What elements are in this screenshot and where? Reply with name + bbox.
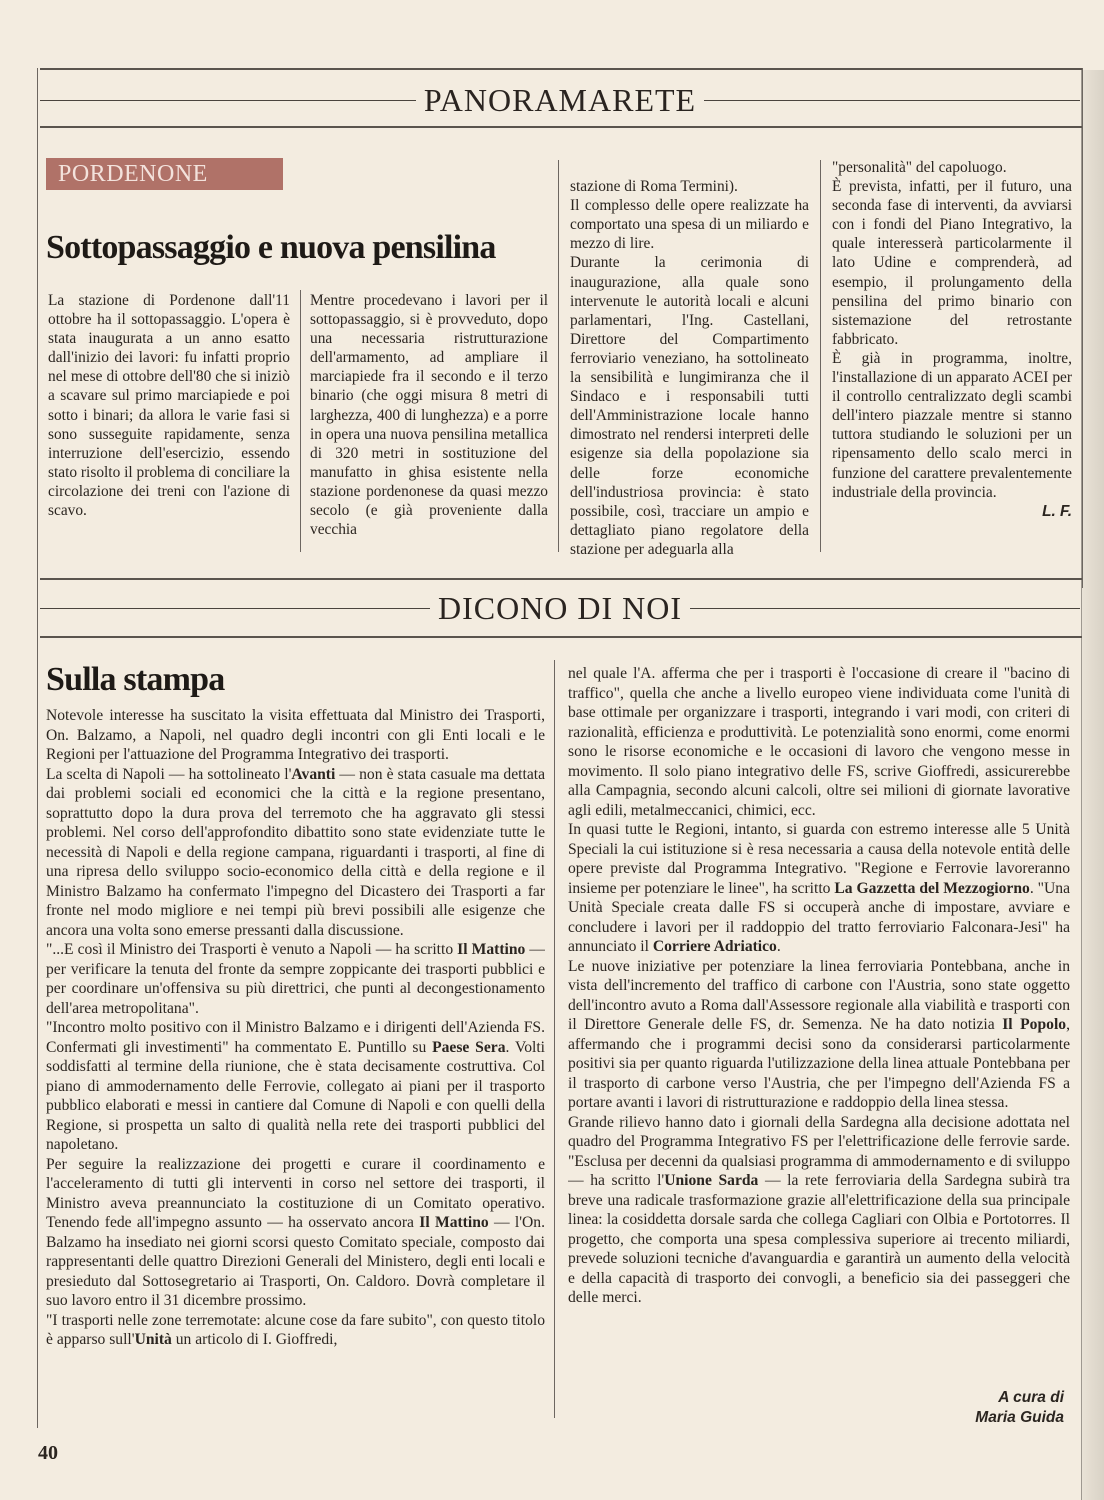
frame-rule-right xyxy=(1082,68,1083,588)
adjacent-page-edge xyxy=(1081,70,1104,1500)
newspaper-name: Paese Sera xyxy=(432,1038,506,1056)
section-title: PANORAMARETE xyxy=(423,82,697,118)
section-divider-rule xyxy=(40,578,1082,580)
press-column-2 xyxy=(568,664,1070,1386)
column-rule xyxy=(554,660,555,1418)
press-paragraph xyxy=(568,664,1070,820)
section-header-panoramarete xyxy=(40,84,1080,116)
press-paragraph xyxy=(568,1113,1070,1308)
press-text: un articolo di I. Gioffredi, xyxy=(171,1331,338,1348)
newspaper-name: Avanti xyxy=(291,765,336,783)
header-line-right xyxy=(704,100,1080,101)
article-column-2 xyxy=(310,291,548,557)
article-column-3 xyxy=(570,158,809,558)
press-paragraph xyxy=(46,1018,545,1155)
header-line-left xyxy=(40,608,430,609)
press-text: "Incontro molto positivo con il Ministro Balzamo e i dirigenti dell'Azienda FS. Confermati gli investimenti" ha commentato E. Puntillo su xyxy=(46,1019,545,1056)
header-line-left xyxy=(40,100,416,101)
header-line-right xyxy=(690,608,1080,609)
newspaper-name: Unità xyxy=(134,1331,172,1348)
press-text: . "Una Unità Speciale creata dalle FS si occuperà anche di impostare, avviare e concludere i lavori per il raddoppio del tratto ferroviario Falconara-Jesi" ha annunciato il xyxy=(568,879,1070,955)
newspaper-name: Unione Sarda xyxy=(664,1172,759,1189)
press-paragraph xyxy=(568,957,1070,1113)
press-paragraph xyxy=(46,765,545,941)
press-text: "I trasporti nelle zone terremotate: alcune cose da fare subito", con questo titolo è apparso sull' xyxy=(46,1311,545,1348)
credit-line: A cura di xyxy=(998,1389,1064,1406)
press-column-1 xyxy=(46,706,545,1426)
press-text: — non è stata casuale ma dettata dai problemi sociali ed economici che la città e la regione presentano, soprattutto dopo la dura prova del terremoto che ha aggravato gli stessi problemi. Nel corso dell'approfondito dibattito sono state evidenziate tutte le necessità di Napoli e della regione campana, riguardanti i trasporti, al fine di una ripresa dello sviluppo socio-economico della città e della regione e il Ministro Balzamo ha confermato l'impegno del Dicastero dei Trasporti a far fronte nel modo migliore e nei tempi più brevi possibili alle esigenze che ancora una volta sono emerse pressanti dalla discussione. xyxy=(46,765,545,939)
credit-block xyxy=(975,1388,1064,1428)
credit-author: Maria Guida xyxy=(975,1409,1064,1426)
newspaper-name: Il Mattino xyxy=(457,941,526,958)
article-headline: Sulla stampa xyxy=(46,661,225,698)
press-text: — l'On. Balzamo ha insediato nei giorni scorsi questo Comitato speciale, composto dai rappresentanti delle quattro Direzioni Generali del Ministero, degli enti locali e presieduto dal Sottosegretario ai Trasporti, On. Caldoro. Dovrà completare il suo lavoro entro il 31 dicembre prossimo. xyxy=(46,1214,545,1309)
newspaper-name: Il Mattino xyxy=(419,1214,489,1231)
press-text: nel quale l'A. afferma che per i trasporti è l'occasione di creare il "bacino di traffico", quella che anche a livello europeo viene individuata come l'unità di base ottimale per organizzare i trasporti, integrando i vari modi, con criteri di razionalità, efficienza e produttività. Le potenzialità sono enormi, come enormi sono le risorse economiche e le occasioni di lavoro che vengono messe in movimento. Il solo piano integrativo delle FS, scrive Gioffredi, assicurerebbe alla Campagnia, secondo alcuni calcoli, oltre sei milioni di giornate lavorative agli edili, metalmeccanici, chimici, ecc. xyxy=(568,665,1070,819)
article-headline: Sottopassaggio e nuova pensilina xyxy=(46,229,496,266)
press-text: , affermando che i programmi decisi sono da considerarsi particolarmente positivi sia per quanto riguarda l'utilizzazione della linea attuale Pontebbana per il trasporto di carbone verso l'Austria, che per l'impegno dell'Azienda FS a portare avanti i lavori di ristrutturazione e raddoppio della linea stessa. xyxy=(568,1016,1070,1111)
section-title: DICONO DI NOI xyxy=(437,590,683,626)
press-paragraph xyxy=(46,1155,545,1311)
column-rule xyxy=(300,290,301,552)
top-rule xyxy=(40,68,1082,70)
press-text: . Volti soddisfatti al termine della riunione, che è stata decisamente costruttiva. Col piano di ammodernamento delle Ferrovie, collegato ai piani per il trasporto pubblico elaborati e messi in cantiere dal Comune di Napoli e con quelli della Regione, si prospetta un salto di qualità nella rete dei trasporti pubblici del napoletano. xyxy=(46,1038,545,1153)
column-rule xyxy=(820,160,821,552)
column-rule xyxy=(558,160,559,552)
press-text: — la rete ferroviaria della Sardegna subirà tra breve una radicale trasformazione grazie all'elettrificazione della sua principale linea: la cosiddetta dorsale sarda che collega Cagliari con Olbia e Portotorres. Il progetto, che comporta una spesa complessiva superiore ai trecento miliardi, prevede soluzioni tecniche d'avanguardia e garantirà un aumento della velocità e della capacità di trasporto dei convogli, a beneficio sia dei passeggeri che delle merci. xyxy=(568,1172,1070,1306)
newspaper-name: La Gazzetta del Mezzogiorno xyxy=(834,879,1030,897)
article-paragraph: La stazione di Pordenone dall'11 ottobre ha il sottopassaggio. L'opera è stata inaugurata a un anno esatto dall'inizio dei lavori: fu infatti proprio nel mese di ottobre dell'80 che si iniziò a scavare sul primo marciapiede e poi sotto i binari; da allora le varie fasi si sono susseguite rapidamente, senza interruzione dell'esercizio, essendo stato risolto il problema di conciliare la circolazione dei treni con l'azione di scavo. xyxy=(48,292,290,520)
header-bottom-rule xyxy=(40,126,1082,128)
location-badge: PORDENONE xyxy=(46,158,283,190)
press-text: Per seguire la realizzazione dei progetti e curare il coordinamento e l'acceleramento di tutti gli interventi in corso nel settore dei trasporti, il Ministro aveva preannunciato la costituzione di un Comitato operativo. Tenendo fede all'impegno assunto — ha osservato ancora xyxy=(46,1155,545,1231)
press-text: Grande rilievo hanno dato i giornali della Sardegna alla decisione adottata nel quadro del Programma Integrativo FS per l'elettrificazione delle ferrovie sarde. "Esclusa per decenni da qualsiasi programma di ammodernamento e di sviluppo — ha scritto l' xyxy=(568,1113,1070,1189)
press-paragraph xyxy=(568,820,1070,957)
article-column-4: "personalità" del capoluogo. È prevista, infatti, per il futuro, una seconda fase di interventi, da avviarsi con i fondi del Piano Integrativo, la quale interesserà particolarmente il lato Udine e comprenderà, ad esempio, il prolungamento della pensilina del primo binario con sistemazione del retrostante fabbricato. È già in programma, inoltre, l'installazione di un apparato ACEI per il controllo centralizzato degli scambi dell'intero piazzale mentre si stanno tuttora studiando le soluzioni per un ripensamento dello scalo merci in funzione del carattere prevalentemente industriale della provincia. L. F. xyxy=(832,159,1072,520)
page-number: 40 xyxy=(38,1442,58,1464)
press-text: Le nuove iniziative per potenziare la linea ferroviaria Pontebbana, anche in vista dell'incremento del traffico di carbone con l'Austria, sono state oggetto dell'incontro avuto a Roma dall'Assessore regionale alla viabilità e trasporti con il Direttore Generale delle FS, dr. Semenza. Ne ha dato notizia xyxy=(568,957,1070,1033)
press-text: Notevole interesse ha suscitato la visita effettuata dal Ministro dei Trasporti, On. Balzamo, a Napoli, nel quadro degli incontri con gli Enti locali e le Regioni per l'attuazione del Programma Integrativo dei trasporti. xyxy=(46,707,545,763)
press-text: La scelta di Napoli — ha sottolineato l' xyxy=(46,765,292,783)
press-text: "...E così il Ministro dei Trasporti è venuto a Napoli — ha scritto xyxy=(46,941,458,958)
article-paragraph: stazione di Roma Termini). Il complesso delle opere realizzate ha comportato una spesa di un miliardo e mezzo di lire. Durante la cerimonia di inaugurazione, alla quale sono intervenute le autorità locali e alcuni parlamentari, l'Ing. Castellani, Direttore del Compartimento ferroviario veneziano, ha sottolineato la sensibilità e lungimiranza che il Sindaco e i responsabili tutti dell'Amministrazione locale hanno dimostrato nel rendersi interpreti delle esigenze sia della popolazione sia delle forze economiche dell'industriosa provincia: è stato possibile, così, tracciare un ampio e dettagliato piano regolatore della stazione per adeguarla alla xyxy=(570,178,809,558)
newspaper-name: Il Popolo xyxy=(1002,1016,1067,1033)
press-text: In quasi tutte le Regioni, intanto, si guarda con estremo interesse alle 5 Unità Speciali la cui istituzione si è resa necessaria a causa della notevole entità delle opere previste dal Programma Integrativo. "Regione e Ferrovie lavoreranno insieme per potenziare le linee", ha scritto xyxy=(568,821,1070,897)
article-paragraph: "personalità" del capoluogo. È prevista, infatti, per il futuro, una seconda fase di interventi, da avviarsi con i fondi del Piano Integrativo, la quale interesserà particolarmente il lato Udine e comprenderà, ad esempio, il prolungamento della pensilina del primo binario con sistemazione del retrostante fabbricato. È già in programma, inoltre, l'installazione di un apparato ACEI per il controllo centralizzato degli scambi dell'intero piazzale mentre si stanno tuttora studiando le soluzioni per un ripensamento dello scalo merci in funzione del carattere prevalentemente industriale della provincia. xyxy=(832,159,1072,501)
frame-rule-left xyxy=(37,68,38,1428)
newspaper-name: Corriere Adriatico xyxy=(652,938,777,955)
article-column-1 xyxy=(48,291,290,557)
press-text: . xyxy=(776,938,781,955)
press-paragraph xyxy=(46,1311,545,1350)
press-paragraph xyxy=(46,940,545,1018)
header-bottom-rule xyxy=(40,636,1082,638)
press-paragraph xyxy=(46,706,545,765)
press-text: — per verificare la tenuta del fronte da sempre zoppicante dei trasporti pubblici e per coordinare un'offensiva su più direttrici, che punti al decongestionamento dell'area metropolitana". xyxy=(46,941,545,1017)
section-header-dicono-di-noi xyxy=(40,592,1080,624)
article-paragraph: Mentre procedevano i lavori per il sottopassaggio, si è provveduto, dopo una necessaria ristrutturazione dell'armamento, ad ampliare il marciapiede fra il secondo e il terzo binario (che oggi misura 8 metri di larghezza, 400 di lunghezza) e a porre in opera una nuova pensilina metallica di 320 metri in sostituzione del manufatto in ghisa esistente nella stazione pordenonese da quasi mezzo secolo (e già proveniente dalla vecchia xyxy=(310,292,548,539)
